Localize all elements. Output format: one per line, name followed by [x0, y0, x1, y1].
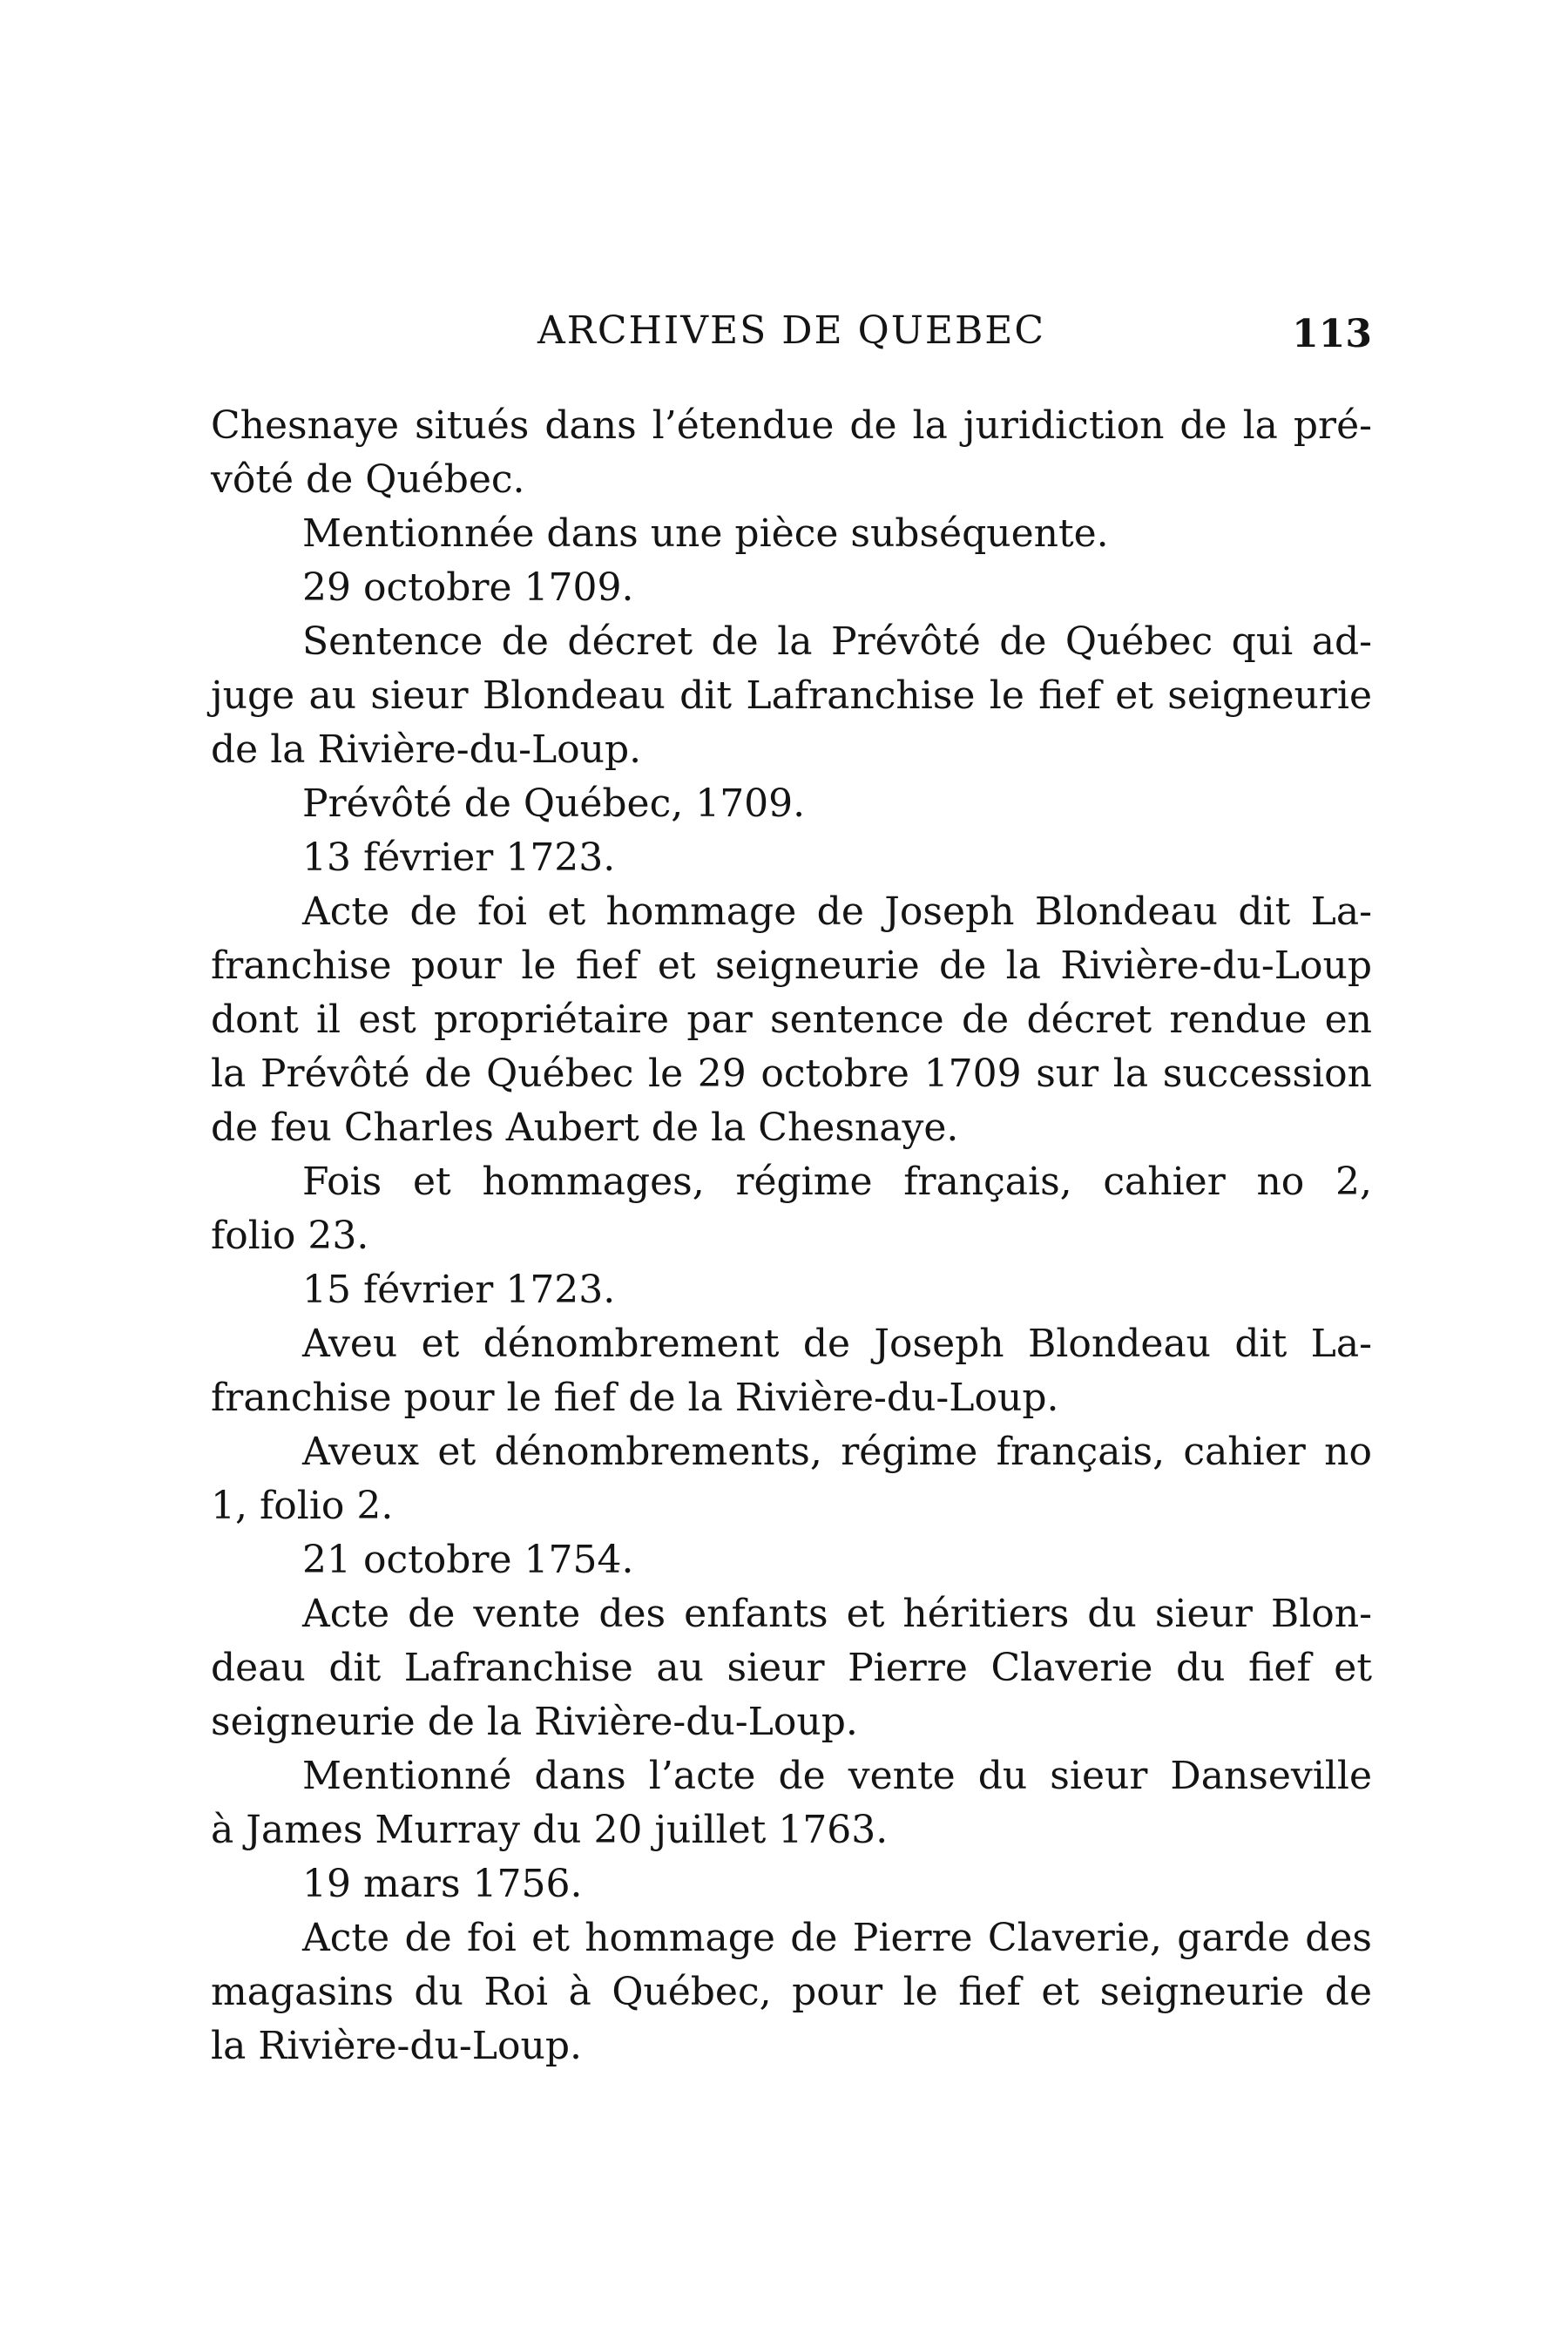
- running-head: [211, 300, 1372, 361]
- body-text: [211, 399, 1372, 2073]
- text-line: Mentionné dans l’acte de vente du sieur Danseville: [302, 1754, 1372, 1798]
- text-line: seigneurie de la Rivière-du-Loup.: [211, 1700, 858, 1744]
- text-line: de feu Charles Aubert de la Chesnaye.: [211, 1106, 959, 1150]
- text-line: Mentionnée dans une pièce subséquente.: [302, 511, 1109, 556]
- text-line: Aveux et dénombrements, régime français, cahier no: [302, 1430, 1372, 1474]
- text-line: Acte de foi et hommage de Pierre Claverie, garde des: [302, 1916, 1372, 1960]
- entry-date: 29 octobre 1709.: [302, 565, 634, 610]
- text-line: magasins du Roi à Québec, pour le fief et seigneurie de: [211, 1970, 1372, 2014]
- text-line: juge au sieur Blondeau dit Lafranchise le fief et seigneurie: [211, 673, 1372, 718]
- text-line: Sentence de décret de la Prévôté de Québec qui ad-: [302, 619, 1372, 664]
- text-line: de la Rivière-du-Loup.: [211, 727, 642, 772]
- entry-date: 13 février 1723.: [302, 835, 616, 880]
- text-line: franchise pour le fief et seigneurie de la Rivière-du-Loup: [211, 944, 1372, 988]
- entry-date: 19 mars 1756.: [302, 1862, 583, 1906]
- text-line: Acte de foi et hommage de Joseph Blondeau dit La-: [302, 889, 1372, 934]
- entry-date: 21 octobre 1754.: [302, 1538, 634, 1582]
- text-line: franchise pour le fief de la Rivière-du-Loup.: [211, 1376, 1059, 1420]
- text-line: Chesnaye situés dans l’étendue de la juridiction de la pré-: [211, 403, 1372, 448]
- text-line: deau dit Lafranchise au sieur Pierre Claverie du fief et: [211, 1646, 1372, 1690]
- page-title: ARCHIVES DE QUEBEC: [537, 308, 1046, 353]
- text-line: Prévôté de Québec, 1709.: [302, 781, 806, 826]
- text-line: folio 23.: [211, 1214, 369, 1258]
- text-line: la Rivière-du-Loup.: [211, 2024, 582, 2068]
- page-number: 113: [1292, 312, 1372, 356]
- text-line: dont il est propriétaire par sentence de décret rendue en: [211, 998, 1372, 1042]
- text-line: Fois et hommages, régime français, cahier no 2,: [302, 1160, 1372, 1204]
- text-line: Aveu et dénombrement de Joseph Blondeau dit La-: [302, 1322, 1372, 1366]
- entry-date: 15 février 1723.: [302, 1268, 616, 1312]
- text-line: vôté de Québec.: [211, 457, 525, 502]
- text-line: la Prévôté de Québec le 29 octobre 1709 sur la succession: [211, 1052, 1372, 1096]
- text-line: Acte de vente des enfants et héritiers du sieur Blon-: [302, 1592, 1372, 1636]
- text-line: 1, folio 2.: [211, 1484, 394, 1528]
- text-line: à James Murray du 20 juillet 1763.: [211, 1808, 889, 1852]
